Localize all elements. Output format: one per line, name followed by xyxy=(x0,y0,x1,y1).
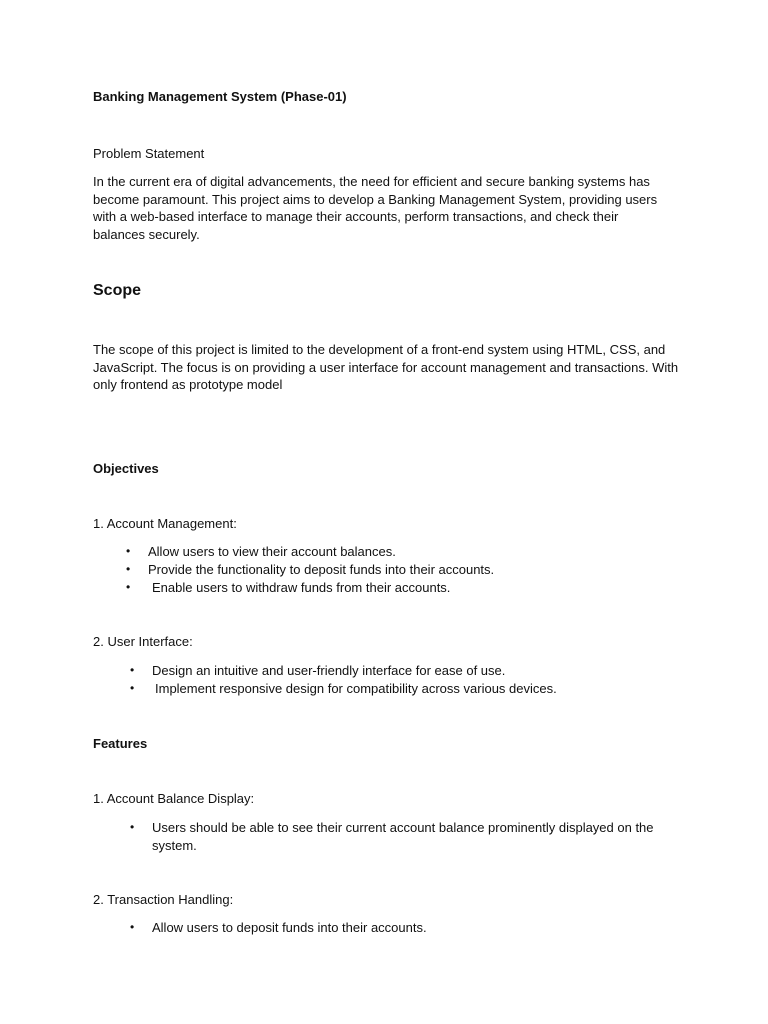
objective-section-title: 1. Account Management: xyxy=(93,516,237,531)
objective-bullet: Design an intuitive and user-friendly interface for ease of use. xyxy=(152,663,506,678)
objectives-heading: Objectives xyxy=(93,461,159,476)
problem-line-4: balances securely. xyxy=(93,226,200,242)
features-heading: Features xyxy=(93,736,148,751)
problem-statement-heading: Problem Statement xyxy=(93,146,205,161)
problem-line-2: become paramount. This project aims to develop a Banking Management System, providing users xyxy=(93,191,658,207)
feature-bullet: Users should be able to see their current account balance prominently displayed on the system. xyxy=(152,820,654,853)
scope-line-3: only frontend as prototype model xyxy=(93,377,283,393)
bullet-icon: • xyxy=(126,580,131,594)
feature-section-title: 2. Transaction Handling: xyxy=(93,892,234,907)
objective-bullet: Implement responsive design for compatibility across various devices. xyxy=(155,681,557,696)
bullet-icon: • xyxy=(130,681,135,695)
objective-bullet: Allow users to view their account balances. xyxy=(148,544,396,559)
problem-line-1: In the current era of digital advancements, the need for efficient and secure banking systems has xyxy=(93,174,650,189)
bullet-icon: • xyxy=(126,544,131,558)
feature-section-title: 1. Account Balance Display: xyxy=(93,791,255,806)
bullet-icon: • xyxy=(130,920,135,934)
bullet-icon: • xyxy=(130,820,135,834)
document-title: Banking Management System (Phase-01) xyxy=(93,89,347,104)
objective-bullet: Provide the functionality to deposit funds into their accounts. xyxy=(148,562,495,577)
objective-bullet: Enable users to withdraw funds from their accounts. xyxy=(152,580,451,595)
bullet-icon: • xyxy=(130,663,135,677)
bullet-icon: • xyxy=(126,562,131,576)
scope-line-2: JavaScript. The focus is on providing a user interface for account management and transactions. With xyxy=(93,359,679,375)
scope-line-1: The scope of this project is limited to the development of a front-end system using HTML, CSS, and xyxy=(93,342,666,357)
feature-bullet: Allow users to deposit funds into their accounts. xyxy=(152,920,427,935)
problem-line-3: with a web-based interface to manage their accounts, perform transactions, and check their xyxy=(93,209,619,225)
objective-section-title: 2. User Interface: xyxy=(93,634,193,649)
scope-heading: Scope xyxy=(93,282,142,299)
